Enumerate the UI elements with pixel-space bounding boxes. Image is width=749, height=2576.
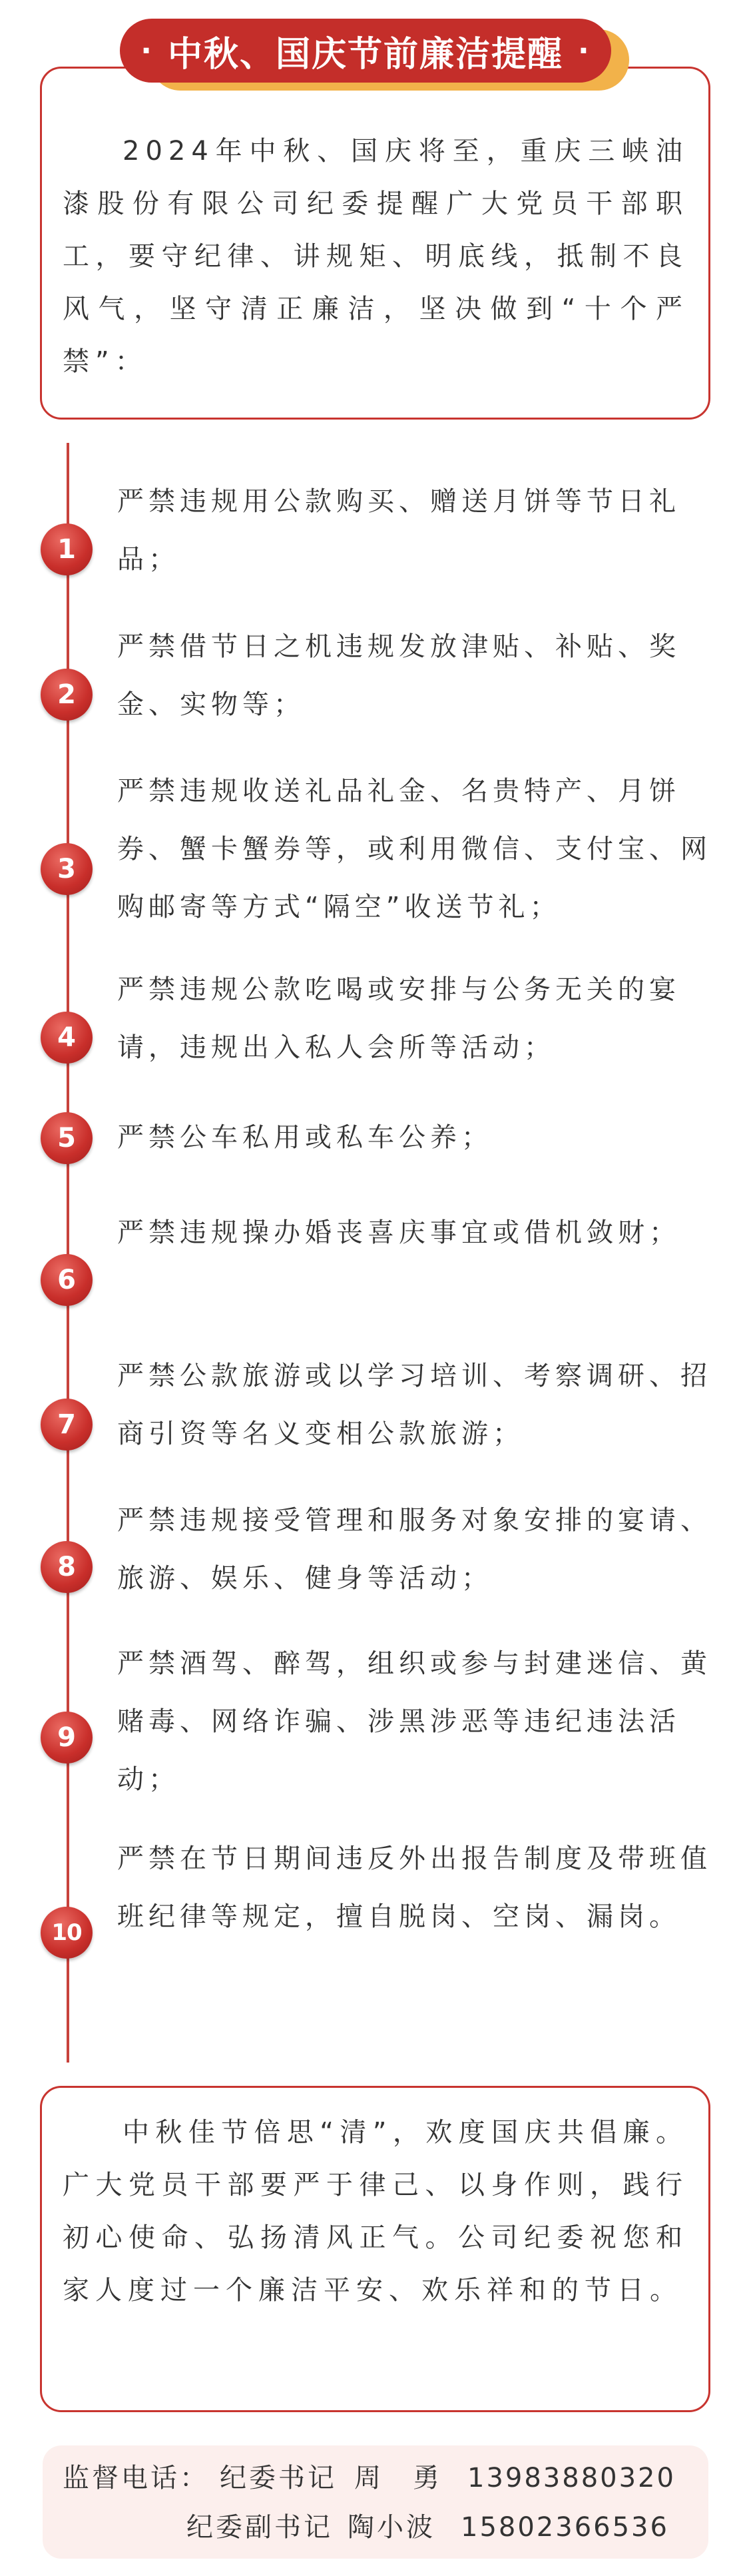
contact-row xyxy=(186,2511,669,2544)
number-badge: 7 xyxy=(41,1399,93,1450)
contact-name: 陶小波 xyxy=(348,2512,435,2543)
prohibition-text: 严禁违规接受管理和服务对象安排的宴请、旅游、娱乐、健身等活动； xyxy=(117,1505,712,1594)
prohibition-text: 严禁公车私用或私车公养； xyxy=(117,1122,493,1153)
page-title: 中秋、国庆节前廉洁提醒 xyxy=(167,34,563,75)
intro-paragraph: 2024年中秋、国庆将至，重庆三峡油漆股份有限公司纪委提醒广大党员干部职工，要守纪律、讲规矩、明底线，抵制不良风气，坚守清正廉洁，坚决做到“十个严禁”： xyxy=(63,136,688,377)
number-badge: 8 xyxy=(41,1541,93,1593)
bullet-dot-left: · xyxy=(140,33,153,68)
number-badge: 10 xyxy=(41,1907,93,1959)
contact-role: 纪委副书记 xyxy=(186,2512,333,2543)
prohibition-text: 严禁违规收送礼品礼金、名贵特产、月饼券、蟹卡蟹券等，或利用微信、支付宝、网购邮寄等方式“隔空”收送节礼； xyxy=(117,776,712,922)
contact-phone[interactable]: 13983880320 xyxy=(467,2463,676,2493)
prohibition-text: 严禁违规用公款购买、赠送月饼等节日礼品； xyxy=(117,486,680,575)
title-banner xyxy=(120,19,611,83)
contact-label: 监督电话： xyxy=(63,2463,209,2493)
contact-phone[interactable]: 15802366536 xyxy=(461,2512,669,2543)
number-badge: 9 xyxy=(41,1712,93,1764)
number-badge: 6 xyxy=(41,1254,93,1306)
number-badge: 5 xyxy=(41,1112,93,1164)
bullet-dot-right: · xyxy=(578,33,591,68)
closing-paragraph: 中秋佳节倍思“清”，欢度国庆共倡廉。广大党员干部要严于律己、以身作则，践行初心使命、弘扬清风正气。公司纪委祝您和家人度过一个廉洁平安、欢乐祥和的节日。 xyxy=(63,2117,688,2306)
contact-name: 周 勇 xyxy=(354,2463,442,2493)
contact-row xyxy=(63,2461,676,2495)
prohibition-text: 严禁借节日之机违规发放津贴、补贴、奖金、实物等； xyxy=(117,631,680,720)
number-badge: 3 xyxy=(41,843,93,895)
prohibition-text: 严禁违规操办婚丧喜庆事宜或借机敛财； xyxy=(117,1217,680,1248)
prohibition-text: 严禁公款旅游或以学习培训、考察调研、招商引资等名义变相公款旅游； xyxy=(117,1361,712,1449)
prohibition-text: 严禁酒驾、醉驾，组织或参与封建迷信、黄赌毒、网络诈骗、涉黑涉恶等违纪违法活动； xyxy=(117,1648,712,1795)
number-badge: 1 xyxy=(41,523,93,575)
prohibition-text: 严禁违规公款吃喝或安排与公务无关的宴请，违规出入私人会所等活动； xyxy=(117,974,680,1063)
prohibition-text: 严禁在节日期间违反外出报告制度及带班值班纪律等规定，擅自脱岗、空岗、漏岗。 xyxy=(117,1843,712,1932)
contact-box xyxy=(43,2445,708,2559)
contact-role: 纪委书记 xyxy=(220,2463,337,2493)
number-badge: 2 xyxy=(41,669,93,721)
number-badge: 4 xyxy=(41,1012,93,1064)
